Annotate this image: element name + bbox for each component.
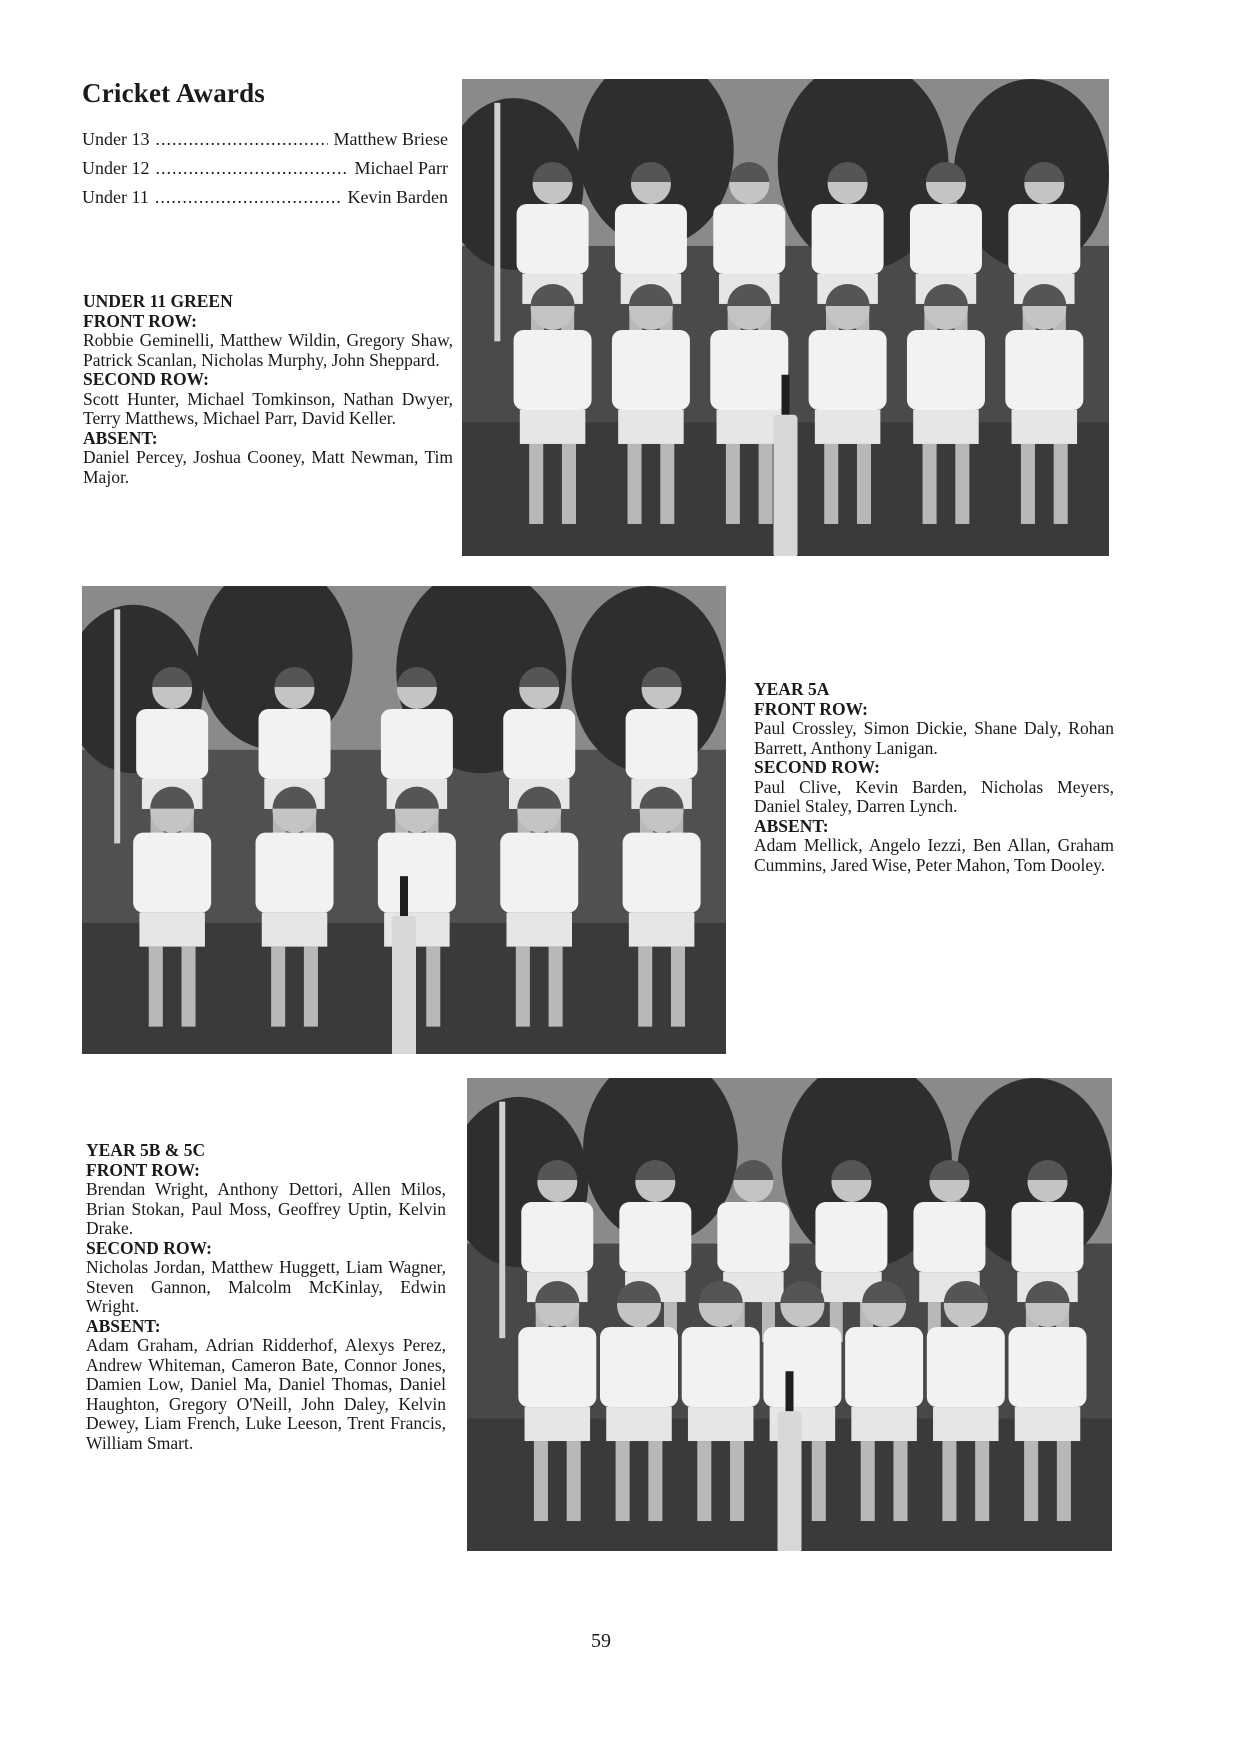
- second-row-label: SECOND ROW:: [754, 757, 880, 777]
- award-name: Michael Parr: [354, 158, 448, 178]
- team-heading: YEAR 5A: [754, 679, 830, 699]
- awards-list: [82, 125, 448, 212]
- absent-label: ABSENT:: [83, 427, 158, 448]
- leader-dots: [155, 183, 342, 212]
- absent-names: Adam Graham, Adrian Ridderhof, Alexys Perez, Andrew Whiteman, Cameron Bate, Connor Jones, Damien Low, Daniel Ma, Daniel Thomas, Daniel Haughton, Gregory O'Neill, John Daley, Kelvin Dewey, Liam French, Luke Leeson, Trent Francis, William Smart.: [86, 1335, 446, 1453]
- absent-label: ABSENT:: [754, 815, 829, 836]
- award-label: Under 11: [82, 187, 149, 207]
- second-row-label: SECOND ROW:: [86, 1237, 212, 1258]
- photo-image: [462, 79, 1109, 556]
- page-number: 59: [591, 1630, 611, 1652]
- absent-names: Daniel Percey, Joshua Cooney, Matt Newman, Tim Major.: [83, 447, 453, 487]
- leader-dots: [155, 154, 348, 183]
- award-row: [82, 125, 448, 154]
- team-photo-year-5a: [82, 586, 726, 1054]
- caption-under-11-green: [83, 292, 453, 487]
- second-row-names: Paul Clive, Kevin Barden, Nicholas Meyers, Daniel Staley, Darren Lynch.: [754, 776, 1114, 816]
- caption-year-5b-5c: [86, 1141, 446, 1453]
- absent-names: Adam Mellick, Angelo Iezzi, Ben Allan, Graham Cummins, Jared Wise, Peter Mahon, Tom Dooley.: [754, 835, 1114, 875]
- front-row-names: Robbie Geminelli, Matthew Wildin, Gregory Shaw, Patrick Scanlan, Nicholas Murphy, John Sheppard.: [83, 330, 453, 370]
- team-heading: YEAR 5B & 5C: [86, 1140, 206, 1160]
- team-photo-year-5b-5c: [467, 1078, 1112, 1551]
- second-row-names: Nicholas Jordan, Matthew Huggett, Liam Wagner, Steven Gannon, Malcolm McKinlay, Edwin Wright.: [86, 1257, 446, 1316]
- second-row-label: SECOND ROW:: [83, 369, 209, 389]
- photo-image: [467, 1078, 1112, 1551]
- photo-image: [82, 586, 726, 1054]
- award-name: Matthew Briese: [333, 129, 448, 149]
- front-row-label: FRONT ROW:: [83, 310, 197, 331]
- award-row: [82, 154, 448, 183]
- front-row-names: Brendan Wright, Anthony Dettori, Allen Milos, Brian Stokan, Paul Moss, Geoffrey Uptin, Kelvin Drake.: [86, 1179, 446, 1238]
- award-label: Under 13: [82, 129, 150, 149]
- absent-label: ABSENT:: [86, 1315, 161, 1336]
- award-label: Under 12: [82, 158, 150, 178]
- team-heading: UNDER 11 GREEN: [83, 291, 233, 311]
- caption-year-5a: [754, 680, 1114, 875]
- award-name: Kevin Barden: [347, 187, 448, 207]
- team-photo-under-11-green: [462, 79, 1109, 556]
- leader-dots: [155, 125, 327, 154]
- second-row-names: Scott Hunter, Michael Tomkinson, Nathan Dwyer, Terry Matthews, Michael Parr, David Keller.: [83, 388, 453, 428]
- front-row-names: Paul Crossley, Simon Dickie, Shane Daly, Rohan Barrett, Anthony Lanigan.: [754, 718, 1114, 758]
- awards-title: Cricket Awards: [82, 78, 266, 108]
- front-row-label: FRONT ROW:: [86, 1159, 200, 1180]
- award-row: [82, 183, 448, 212]
- front-row-label: FRONT ROW:: [754, 698, 868, 719]
